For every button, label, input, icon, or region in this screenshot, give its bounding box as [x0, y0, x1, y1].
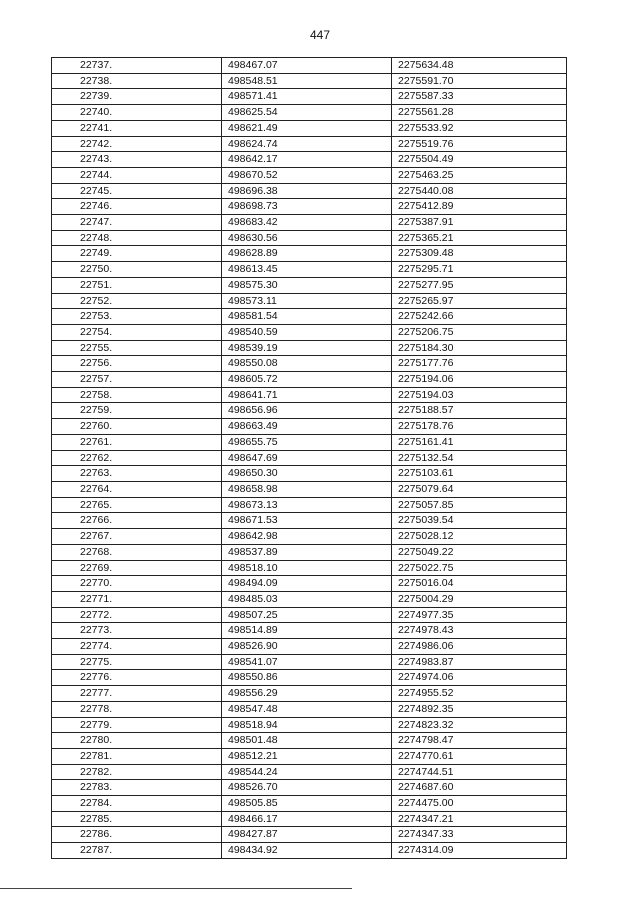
y-coordinate-cell: 2275587.33 [392, 89, 567, 105]
point-number-cell: 22767. [52, 529, 222, 545]
x-coordinate-cell: 498670.52 [222, 167, 392, 183]
point-number-cell: 22787. [52, 843, 222, 859]
point-number-cell: 22772. [52, 607, 222, 623]
point-number-cell: 22752. [52, 293, 222, 309]
x-coordinate-cell: 498427.87 [222, 827, 392, 843]
point-number-cell: 22771. [52, 591, 222, 607]
table-row [52, 120, 567, 136]
table-row [52, 780, 567, 796]
y-coordinate-cell: 2275440.08 [392, 183, 567, 199]
y-coordinate-cell: 2275016.04 [392, 576, 567, 592]
y-coordinate-cell: 2274314.09 [392, 843, 567, 859]
table-row [52, 764, 567, 780]
x-coordinate-cell: 498537.89 [222, 544, 392, 560]
x-coordinate-cell: 498507.25 [222, 607, 392, 623]
x-coordinate-cell: 498571.41 [222, 89, 392, 105]
table-row [52, 167, 567, 183]
table-row [52, 827, 567, 843]
y-coordinate-cell: 2274974.06 [392, 670, 567, 686]
y-coordinate-cell: 2274347.21 [392, 811, 567, 827]
table-row [52, 58, 567, 74]
point-number-cell: 22776. [52, 670, 222, 686]
x-coordinate-cell: 498655.75 [222, 434, 392, 450]
y-coordinate-cell: 2274823.32 [392, 717, 567, 733]
point-number-cell: 22740. [52, 105, 222, 121]
x-coordinate-cell: 498673.13 [222, 497, 392, 513]
point-number-cell: 22761. [52, 434, 222, 450]
point-number-cell: 22737. [52, 58, 222, 74]
x-coordinate-cell: 498512.21 [222, 748, 392, 764]
x-coordinate-cell: 498541.07 [222, 654, 392, 670]
table-row [52, 639, 567, 655]
y-coordinate-cell: 2274347.33 [392, 827, 567, 843]
y-coordinate-cell: 2275057.85 [392, 497, 567, 513]
point-number-cell: 22774. [52, 639, 222, 655]
x-coordinate-cell: 498518.10 [222, 560, 392, 576]
y-coordinate-cell: 2275049.22 [392, 544, 567, 560]
table-row [52, 466, 567, 482]
x-coordinate-cell: 498556.29 [222, 686, 392, 702]
x-coordinate-cell: 498573.11 [222, 293, 392, 309]
table-row [52, 654, 567, 670]
x-coordinate-cell: 498540.59 [222, 324, 392, 340]
table-row [52, 230, 567, 246]
table-row [52, 89, 567, 105]
x-coordinate-cell: 498501.48 [222, 733, 392, 749]
y-coordinate-cell: 2274798.47 [392, 733, 567, 749]
x-coordinate-cell: 498650.30 [222, 466, 392, 482]
point-number-cell: 22765. [52, 497, 222, 513]
point-number-cell: 22781. [52, 748, 222, 764]
x-coordinate-cell: 498544.24 [222, 764, 392, 780]
table-row [52, 183, 567, 199]
table-row [52, 324, 567, 340]
y-coordinate-cell: 2274892.35 [392, 701, 567, 717]
y-coordinate-cell: 2275504.49 [392, 152, 567, 168]
x-coordinate-cell: 498526.70 [222, 780, 392, 796]
point-number-cell: 22779. [52, 717, 222, 733]
x-coordinate-cell: 498547.48 [222, 701, 392, 717]
x-coordinate-cell: 498625.54 [222, 105, 392, 121]
point-number-cell: 22750. [52, 262, 222, 278]
x-coordinate-cell: 498518.94 [222, 717, 392, 733]
point-number-cell: 22749. [52, 246, 222, 262]
y-coordinate-cell: 2275161.41 [392, 434, 567, 450]
point-number-cell: 22741. [52, 120, 222, 136]
point-number-cell: 22744. [52, 167, 222, 183]
y-coordinate-cell: 2275028.12 [392, 529, 567, 545]
point-number-cell: 22754. [52, 324, 222, 340]
point-number-cell: 22769. [52, 560, 222, 576]
point-number-cell: 22773. [52, 623, 222, 639]
x-coordinate-cell: 498628.89 [222, 246, 392, 262]
y-coordinate-cell: 2274744.51 [392, 764, 567, 780]
table-row [52, 262, 567, 278]
point-number-cell: 22778. [52, 701, 222, 717]
page-number: 447 [309, 28, 331, 42]
x-coordinate-cell: 498581.54 [222, 309, 392, 325]
table-row [52, 544, 567, 560]
x-coordinate-cell: 498605.72 [222, 372, 392, 388]
x-coordinate-cell: 498624.74 [222, 136, 392, 152]
coordinates-table-body [52, 58, 567, 859]
x-coordinate-cell: 498641.71 [222, 387, 392, 403]
table-row [52, 607, 567, 623]
y-coordinate-cell: 2275004.29 [392, 591, 567, 607]
table-row [52, 152, 567, 168]
coordinates-table [51, 57, 567, 859]
point-number-cell: 22775. [52, 654, 222, 670]
table-row [52, 309, 567, 325]
y-coordinate-cell: 2275022.75 [392, 560, 567, 576]
table-row [52, 843, 567, 859]
x-coordinate-cell: 498466.17 [222, 811, 392, 827]
y-coordinate-cell: 2275463.25 [392, 167, 567, 183]
y-coordinate-cell: 2275412.89 [392, 199, 567, 215]
y-coordinate-cell: 2275206.75 [392, 324, 567, 340]
table-row [52, 434, 567, 450]
y-coordinate-cell: 2275178.76 [392, 419, 567, 435]
x-coordinate-cell: 498642.17 [222, 152, 392, 168]
point-number-cell: 22770. [52, 576, 222, 592]
point-number-cell: 22748. [52, 230, 222, 246]
x-coordinate-cell: 498575.30 [222, 277, 392, 293]
table-row [52, 293, 567, 309]
point-number-cell: 22785. [52, 811, 222, 827]
y-coordinate-cell: 2275177.76 [392, 356, 567, 372]
point-number-cell: 22759. [52, 403, 222, 419]
x-coordinate-cell: 498658.98 [222, 481, 392, 497]
table-row [52, 513, 567, 529]
y-coordinate-cell: 2275591.70 [392, 73, 567, 89]
x-coordinate-cell: 498550.08 [222, 356, 392, 372]
table-row [52, 748, 567, 764]
y-coordinate-cell: 2275079.64 [392, 481, 567, 497]
x-coordinate-cell: 498671.53 [222, 513, 392, 529]
point-number-cell: 22760. [52, 419, 222, 435]
table-row [52, 450, 567, 466]
x-coordinate-cell: 498494.09 [222, 576, 392, 592]
y-coordinate-cell: 2275039.54 [392, 513, 567, 529]
table-row [52, 481, 567, 497]
y-coordinate-cell: 2275184.30 [392, 340, 567, 356]
point-number-cell: 22743. [52, 152, 222, 168]
y-coordinate-cell: 2274475.00 [392, 796, 567, 812]
y-coordinate-cell: 2274770.61 [392, 748, 567, 764]
x-coordinate-cell: 498550.86 [222, 670, 392, 686]
x-coordinate-cell: 498642.98 [222, 529, 392, 545]
point-number-cell: 22764. [52, 481, 222, 497]
y-coordinate-cell: 2274983.87 [392, 654, 567, 670]
table-row [52, 246, 567, 262]
x-coordinate-cell: 498434.92 [222, 843, 392, 859]
x-coordinate-cell: 498548.51 [222, 73, 392, 89]
y-coordinate-cell: 2274977.35 [392, 607, 567, 623]
table-row [52, 403, 567, 419]
footer-rule [0, 888, 352, 889]
y-coordinate-cell: 2275387.91 [392, 215, 567, 231]
table-row [52, 686, 567, 702]
point-number-cell: 22782. [52, 764, 222, 780]
x-coordinate-cell: 498696.38 [222, 183, 392, 199]
y-coordinate-cell: 2274986.06 [392, 639, 567, 655]
table-row [52, 215, 567, 231]
table-row [52, 717, 567, 733]
y-coordinate-cell: 2275561.28 [392, 105, 567, 121]
point-number-cell: 22762. [52, 450, 222, 466]
point-number-cell: 22786. [52, 827, 222, 843]
x-coordinate-cell: 498621.49 [222, 120, 392, 136]
table-row [52, 356, 567, 372]
table-row [52, 372, 567, 388]
x-coordinate-cell: 498467.07 [222, 58, 392, 74]
y-coordinate-cell: 2275519.76 [392, 136, 567, 152]
table-row [52, 136, 567, 152]
point-number-cell: 22746. [52, 199, 222, 215]
y-coordinate-cell: 2275265.97 [392, 293, 567, 309]
point-number-cell: 22742. [52, 136, 222, 152]
point-number-cell: 22784. [52, 796, 222, 812]
x-coordinate-cell: 498526.90 [222, 639, 392, 655]
point-number-cell: 22766. [52, 513, 222, 529]
x-coordinate-cell: 498698.73 [222, 199, 392, 215]
table-row [52, 387, 567, 403]
point-number-cell: 22757. [52, 372, 222, 388]
table-row [52, 670, 567, 686]
y-coordinate-cell: 2275132.54 [392, 450, 567, 466]
point-number-cell: 22777. [52, 686, 222, 702]
x-coordinate-cell: 498663.49 [222, 419, 392, 435]
y-coordinate-cell: 2275242.66 [392, 309, 567, 325]
table-row [52, 73, 567, 89]
point-number-cell: 22738. [52, 73, 222, 89]
point-number-cell: 22763. [52, 466, 222, 482]
table-row [52, 733, 567, 749]
x-coordinate-cell: 498514.89 [222, 623, 392, 639]
y-coordinate-cell: 2275277.95 [392, 277, 567, 293]
table-row [52, 497, 567, 513]
table-row [52, 340, 567, 356]
y-coordinate-cell: 2275309.48 [392, 246, 567, 262]
x-coordinate-cell: 498485.03 [222, 591, 392, 607]
point-number-cell: 22739. [52, 89, 222, 105]
table-row [52, 591, 567, 607]
x-coordinate-cell: 498647.69 [222, 450, 392, 466]
x-coordinate-cell: 498613.45 [222, 262, 392, 278]
point-number-cell: 22755. [52, 340, 222, 356]
point-number-cell: 22751. [52, 277, 222, 293]
y-coordinate-cell: 2274955.52 [392, 686, 567, 702]
x-coordinate-cell: 498630.56 [222, 230, 392, 246]
table-row [52, 419, 567, 435]
point-number-cell: 22753. [52, 309, 222, 325]
y-coordinate-cell: 2275188.57 [392, 403, 567, 419]
y-coordinate-cell: 2275533.92 [392, 120, 567, 136]
point-number-cell: 22768. [52, 544, 222, 560]
x-coordinate-cell: 498656.96 [222, 403, 392, 419]
table-row [52, 199, 567, 215]
table-row [52, 576, 567, 592]
y-coordinate-cell: 2275194.06 [392, 372, 567, 388]
table-row [52, 623, 567, 639]
x-coordinate-cell: 498539.19 [222, 340, 392, 356]
table-row [52, 105, 567, 121]
table-row [52, 811, 567, 827]
point-number-cell: 22756. [52, 356, 222, 372]
point-number-cell: 22780. [52, 733, 222, 749]
y-coordinate-cell: 2275365.21 [392, 230, 567, 246]
point-number-cell: 22745. [52, 183, 222, 199]
x-coordinate-cell: 498505.85 [222, 796, 392, 812]
y-coordinate-cell: 2275634.48 [392, 58, 567, 74]
table-row [52, 277, 567, 293]
point-number-cell: 22758. [52, 387, 222, 403]
table-row [52, 560, 567, 576]
point-number-cell: 22783. [52, 780, 222, 796]
table-row [52, 796, 567, 812]
y-coordinate-cell: 2275194.03 [392, 387, 567, 403]
y-coordinate-cell: 2275295.71 [392, 262, 567, 278]
x-coordinate-cell: 498683.42 [222, 215, 392, 231]
table-row [52, 529, 567, 545]
y-coordinate-cell: 2274978.43 [392, 623, 567, 639]
point-number-cell: 22747. [52, 215, 222, 231]
y-coordinate-cell: 2275103.61 [392, 466, 567, 482]
y-coordinate-cell: 2274687.60 [392, 780, 567, 796]
table-row [52, 701, 567, 717]
